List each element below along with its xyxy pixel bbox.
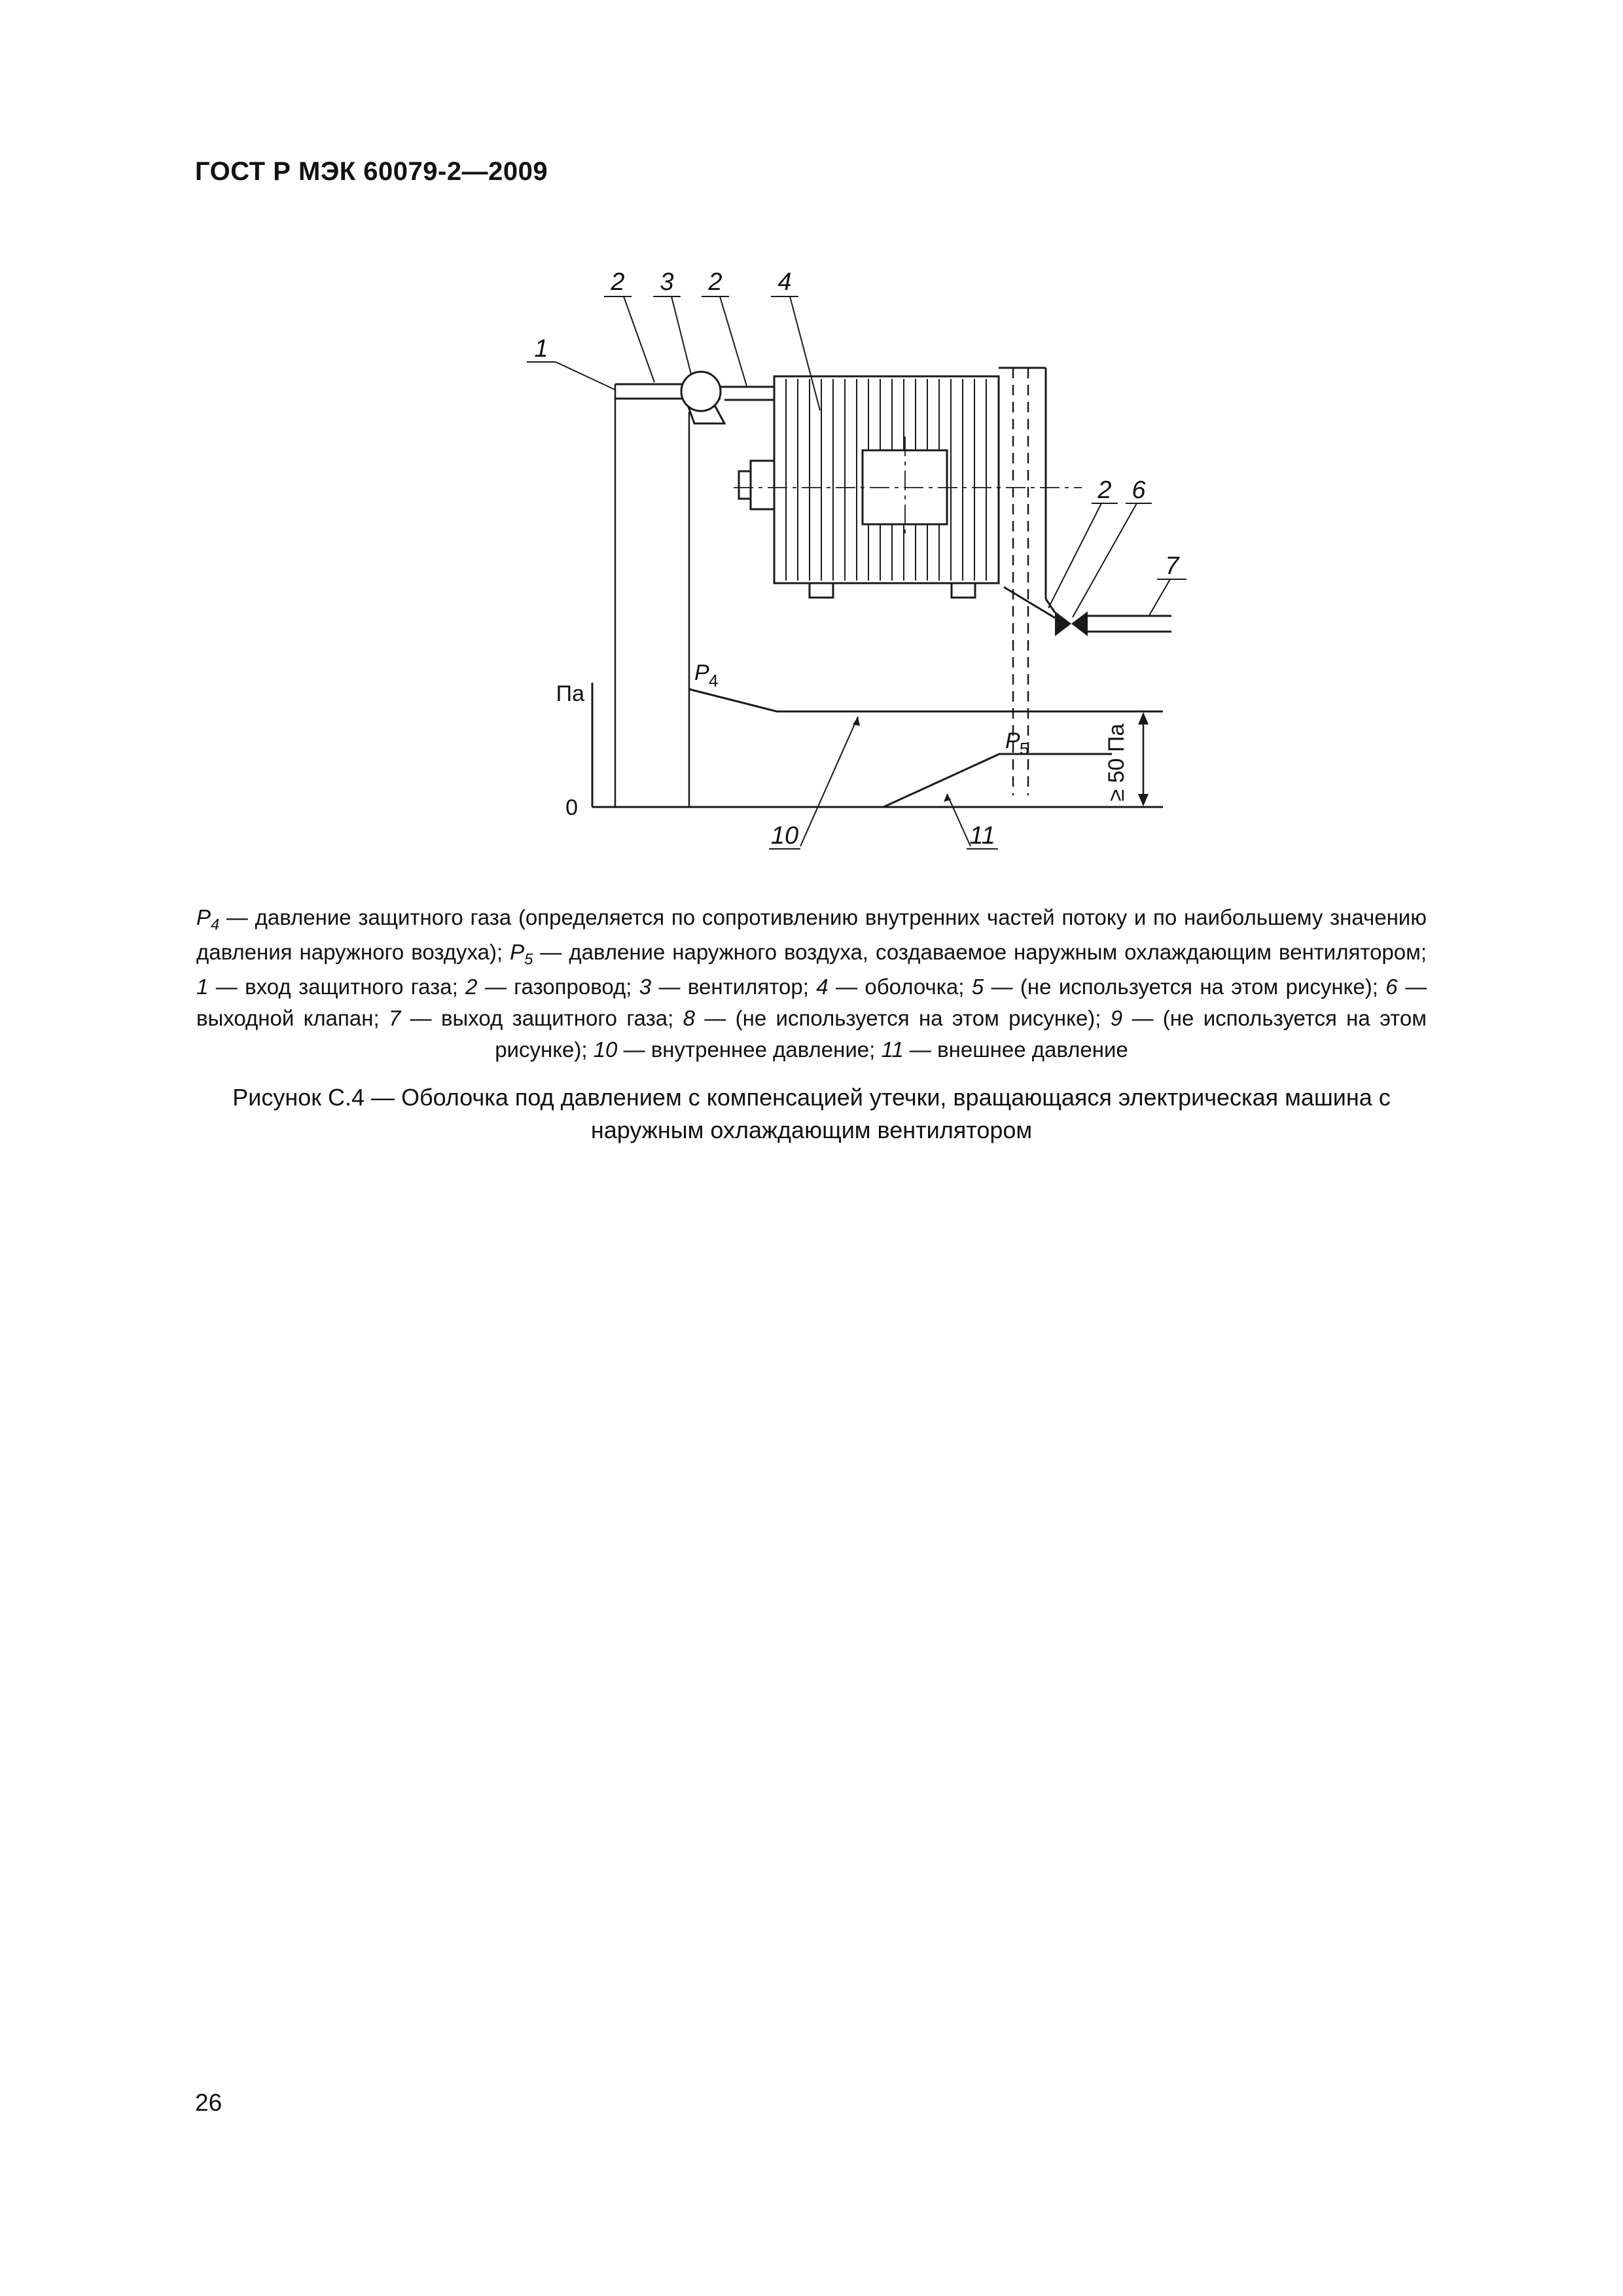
outlet-pipe — [1088, 616, 1171, 632]
outlet-valve — [1055, 611, 1088, 636]
label-3: 3 — [660, 268, 674, 296]
legend-item: 4 — оболочка; — [816, 975, 972, 999]
page-number: 26 — [195, 2089, 223, 2116]
shaft-bearing — [751, 461, 774, 509]
label-4: 4 — [777, 268, 792, 296]
motor-body — [734, 376, 1082, 598]
legend-item: 3 — вентилятор; — [639, 975, 817, 999]
legend-item: 11 — внешнее давление — [881, 1037, 1128, 1062]
external-pressure-curve — [883, 754, 1112, 807]
figure-c4-diagram — [494, 259, 1194, 867]
label-10: 10 — [770, 822, 799, 850]
internal-pressure-curve — [689, 689, 1163, 711]
fan-to-motor-duct — [721, 387, 774, 400]
label-1: 1 — [534, 335, 548, 363]
inlet-pipe — [615, 384, 721, 807]
p4-subscript: 4 — [709, 671, 719, 691]
label-7: 7 — [1165, 552, 1179, 580]
motor-foot-right — [952, 583, 975, 598]
legend-item: 9 — (не используется на этом рисунке); — [495, 1005, 1427, 1062]
shaft-end — [739, 471, 751, 499]
motor-foot-left — [810, 583, 833, 598]
label-6: 6 — [1132, 476, 1146, 504]
label-2b: 2 — [708, 268, 722, 296]
legend-item: 7 — выход защитного газа; — [388, 1005, 683, 1030]
legend-item: 2 — газопровод; — [465, 975, 639, 999]
label-11: 11 — [969, 822, 995, 850]
label-2c: 2 — [1097, 476, 1112, 504]
machine-drawing — [615, 368, 1171, 807]
p5-label: P — [1005, 728, 1020, 753]
figure-legend — [196, 902, 1427, 1066]
document-header-title: ГОСТ Р МЭК 60079-2—2009 — [195, 157, 548, 186]
fan — [681, 372, 724, 423]
axis-unit-label: Па — [556, 681, 584, 706]
label-2a: 2 — [611, 268, 625, 296]
p4-label: P — [694, 660, 709, 685]
dimension-min-overpressure — [1138, 712, 1149, 806]
figure-caption: Рисунок С.4 — Оболочка под давлением с компенсацией утечки, вращающаяся электрическая машина с наружным охлаждающим вентилятором — [232, 1084, 1391, 1143]
p5-subscript: 5 — [1020, 739, 1029, 759]
legend-item: 8 — (не используется на этом рисунке); — [683, 1005, 1111, 1030]
legend-item: 6 — выходной клапан; — [196, 975, 1427, 1030]
legend-item: 10 — внутреннее давление; — [593, 1037, 882, 1062]
legend-item: $P_5$ — давление наружного воздуха, создаваемое наружным охлаждающим вентилятором; — [510, 940, 1427, 969]
legend-item: 5 — (не используется на этом рисунке); — [971, 975, 1386, 999]
legend-item: 1 — вход защитного газа; — [196, 975, 466, 999]
axis-zero-label: 0 — [565, 795, 578, 820]
legend-item: $P_4$ — давление защитного газа (определяется по сопротивлению внутренних частей потоку и по наибольшему значению давления наружного воздуха); — [196, 905, 1427, 965]
min-overpressure-label: ≥ 50 Па — [1104, 723, 1129, 802]
